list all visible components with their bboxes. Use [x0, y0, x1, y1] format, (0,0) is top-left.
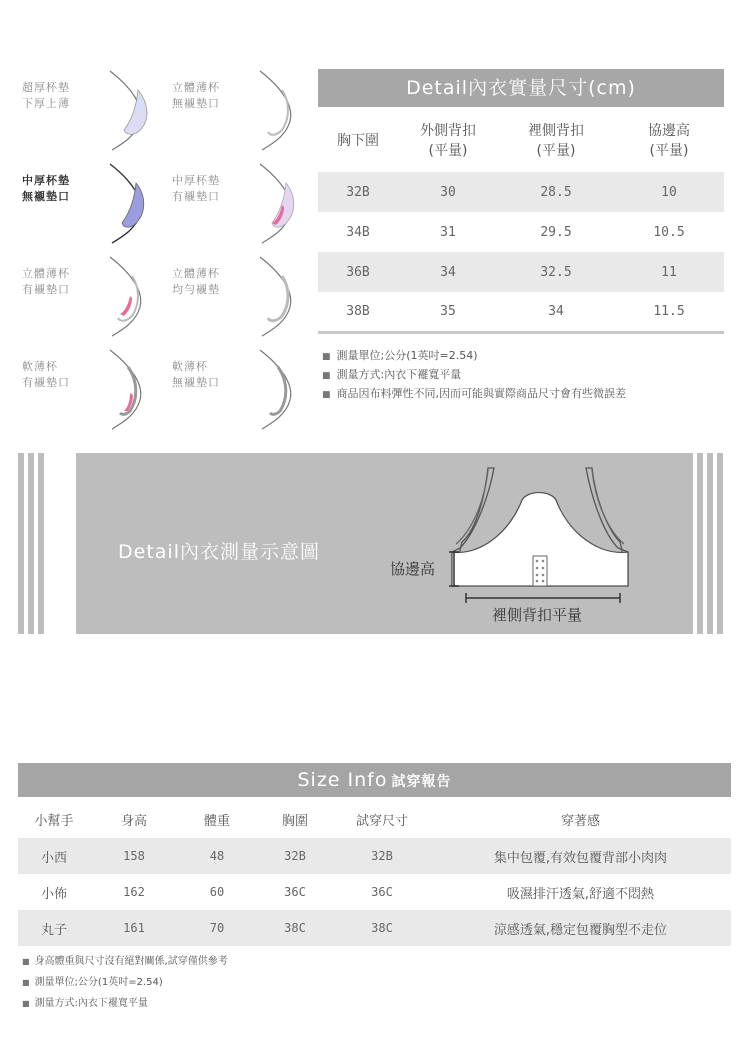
table-cell: 158: [90, 838, 178, 874]
note-item: ■ 測量方式:內衣下襬寬平量: [322, 366, 626, 385]
note-item: ■ 商品因布料彈性不同,因而可能與實際商品尺寸會有些微誤差: [322, 385, 626, 404]
cup-label: 軟薄杯 有襯墊口: [22, 360, 70, 389]
header-height: 身高: [120, 813, 147, 829]
detail-size-table: [318, 110, 724, 334]
size-info-subtitle: 試穿報告: [391, 774, 452, 790]
note-item: ■ 測量單位;公分(1英吋=2.54): [322, 347, 626, 366]
bra-measurement-diagram: [370, 460, 670, 630]
cup-cross-section-icon: [102, 159, 172, 249]
cup-cross-section-icon: [252, 66, 322, 156]
cup-type-super-thick: [22, 80, 162, 160]
header-helper: 小幫手: [34, 813, 74, 829]
table-cell: 31: [440, 224, 456, 240]
table-cell: 11.5: [614, 292, 724, 332]
table-cell: 34B: [346, 224, 370, 240]
cup-cross-section-icon: [102, 252, 172, 342]
cup-label: 軟薄杯 無襯墊口: [172, 360, 220, 389]
table-cell: 小佈: [40, 886, 67, 902]
header-inner-back: 裡側背扣 (平量): [528, 123, 584, 159]
cup-type-medium-with-pad: [172, 173, 312, 253]
size-info-title: [18, 763, 731, 797]
header-side-height: 協邊高 (平量): [648, 123, 690, 159]
table-cell: 29.5: [540, 224, 572, 240]
table-cell: 32.5: [498, 252, 614, 292]
side-height-label: 協邊高: [390, 560, 436, 578]
table-cell: 吸濕排汗透氣,舒適不悶熱: [506, 886, 655, 902]
cup-type-soft-thin-with-pad: [22, 359, 162, 439]
table-row: [318, 212, 724, 252]
header-wear-feel: 穿著感: [560, 813, 600, 829]
cup-type-3d-thin-no-pad: [172, 80, 312, 160]
table-cell: 36C: [284, 885, 306, 899]
table-cell: 38C: [256, 910, 334, 946]
cup-label: 超厚杯墊 下厚上薄: [22, 81, 70, 110]
decorative-stripe: [18, 453, 24, 634]
table-cell: 162: [123, 885, 145, 899]
table-cell: 34: [498, 292, 614, 332]
header-bust: 胸圍: [281, 813, 308, 829]
cup-cross-section-icon: [252, 159, 322, 249]
cup-cross-section-icon: [252, 345, 322, 435]
table-cell: 48: [178, 838, 256, 874]
cup-label: 立體薄杯 均勻襯墊: [172, 267, 220, 296]
cup-label: 中厚杯墊 有襯墊口: [172, 174, 220, 203]
decorative-stripe: [707, 453, 713, 634]
inner-back-width-label: 裡側背扣平量: [492, 606, 583, 624]
table-cell: 161: [90, 910, 178, 946]
table-cell: 11: [614, 252, 724, 292]
cup-cross-section-icon: [102, 66, 172, 156]
table-header-row: [318, 110, 724, 172]
table-cell: 38B: [318, 292, 398, 332]
inner-back-width-line: [466, 593, 620, 603]
table-cell: 小西: [18, 838, 90, 874]
decorative-stripe: [697, 453, 703, 634]
header-weight: 體重: [203, 813, 230, 829]
table-cell: 30: [398, 172, 498, 212]
table-cell: 70: [178, 910, 256, 946]
diagram-title: Detail內衣測量示意圖: [118, 541, 320, 563]
cup-type-medium-no-pad: [22, 173, 162, 253]
table-cell: 丸子: [18, 910, 90, 946]
decorative-stripe: [28, 453, 34, 634]
table-cell: 10.5: [653, 224, 685, 240]
cup-type-3d-thin-even-pad: [172, 266, 312, 346]
decorative-stripe: [717, 453, 723, 634]
cup-type-3d-thin-with-pad: [22, 266, 162, 346]
table-row: [18, 874, 731, 910]
table-row: [318, 172, 724, 212]
detail-table-title: Detail內衣實量尺寸(cm): [318, 69, 724, 107]
table-row: [18, 838, 731, 874]
decorative-stripe: [38, 453, 44, 634]
table-cell: 涼感透氣,穩定包覆胸型不走位: [430, 910, 731, 946]
cup-label: 中厚杯墊 無襯墊口: [22, 174, 70, 203]
fit-report-table: [18, 800, 731, 946]
table-cell: 34: [398, 252, 498, 292]
table-cell: 60: [209, 885, 225, 899]
cup-cross-section-icon: [102, 345, 172, 435]
cup-cross-section-icon: [252, 252, 322, 342]
table-cell: 10: [614, 172, 724, 212]
table-row: [318, 292, 724, 332]
table-header-row: [18, 800, 731, 838]
table-row: [318, 252, 724, 292]
cup-type-soft-thin-no-pad: [172, 359, 312, 439]
note-item: ■ 身高體重與尺寸沒有絕對關係,試穿僅供參考: [22, 951, 228, 972]
header-outer-back: 外側背扣 (平量): [420, 123, 476, 159]
table-cell: 集中包覆,有效包覆背部小肉肉: [430, 838, 731, 874]
size-info-notes: [22, 951, 228, 1014]
cup-label: 立體薄杯 有襯墊口: [22, 267, 70, 296]
note-item: ■ 測量單位;公分(1英吋=2.54): [22, 972, 228, 993]
table-cell: 36B: [318, 252, 398, 292]
table-cell: 28.5: [498, 172, 614, 212]
header-underbust: 胸下圍: [337, 133, 379, 149]
cup-label: 立體薄杯 無襯墊口: [172, 81, 220, 110]
table-cell: 35: [398, 292, 498, 332]
table-cell: 32B: [334, 838, 430, 874]
detail-notes: [322, 347, 626, 404]
note-item: ■ 測量方式:內衣下襬寬平量: [22, 993, 228, 1014]
header-fit-size: 試穿尺寸: [355, 813, 408, 829]
table-cell: 36C: [371, 885, 393, 899]
table-cell: 38C: [334, 910, 430, 946]
table-cell: 32B: [256, 838, 334, 874]
table-cell: 32B: [318, 172, 398, 212]
table-row: [18, 910, 731, 946]
hook-eye-icon: [533, 556, 547, 586]
size-info-title-text: Size Info: [297, 769, 388, 791]
